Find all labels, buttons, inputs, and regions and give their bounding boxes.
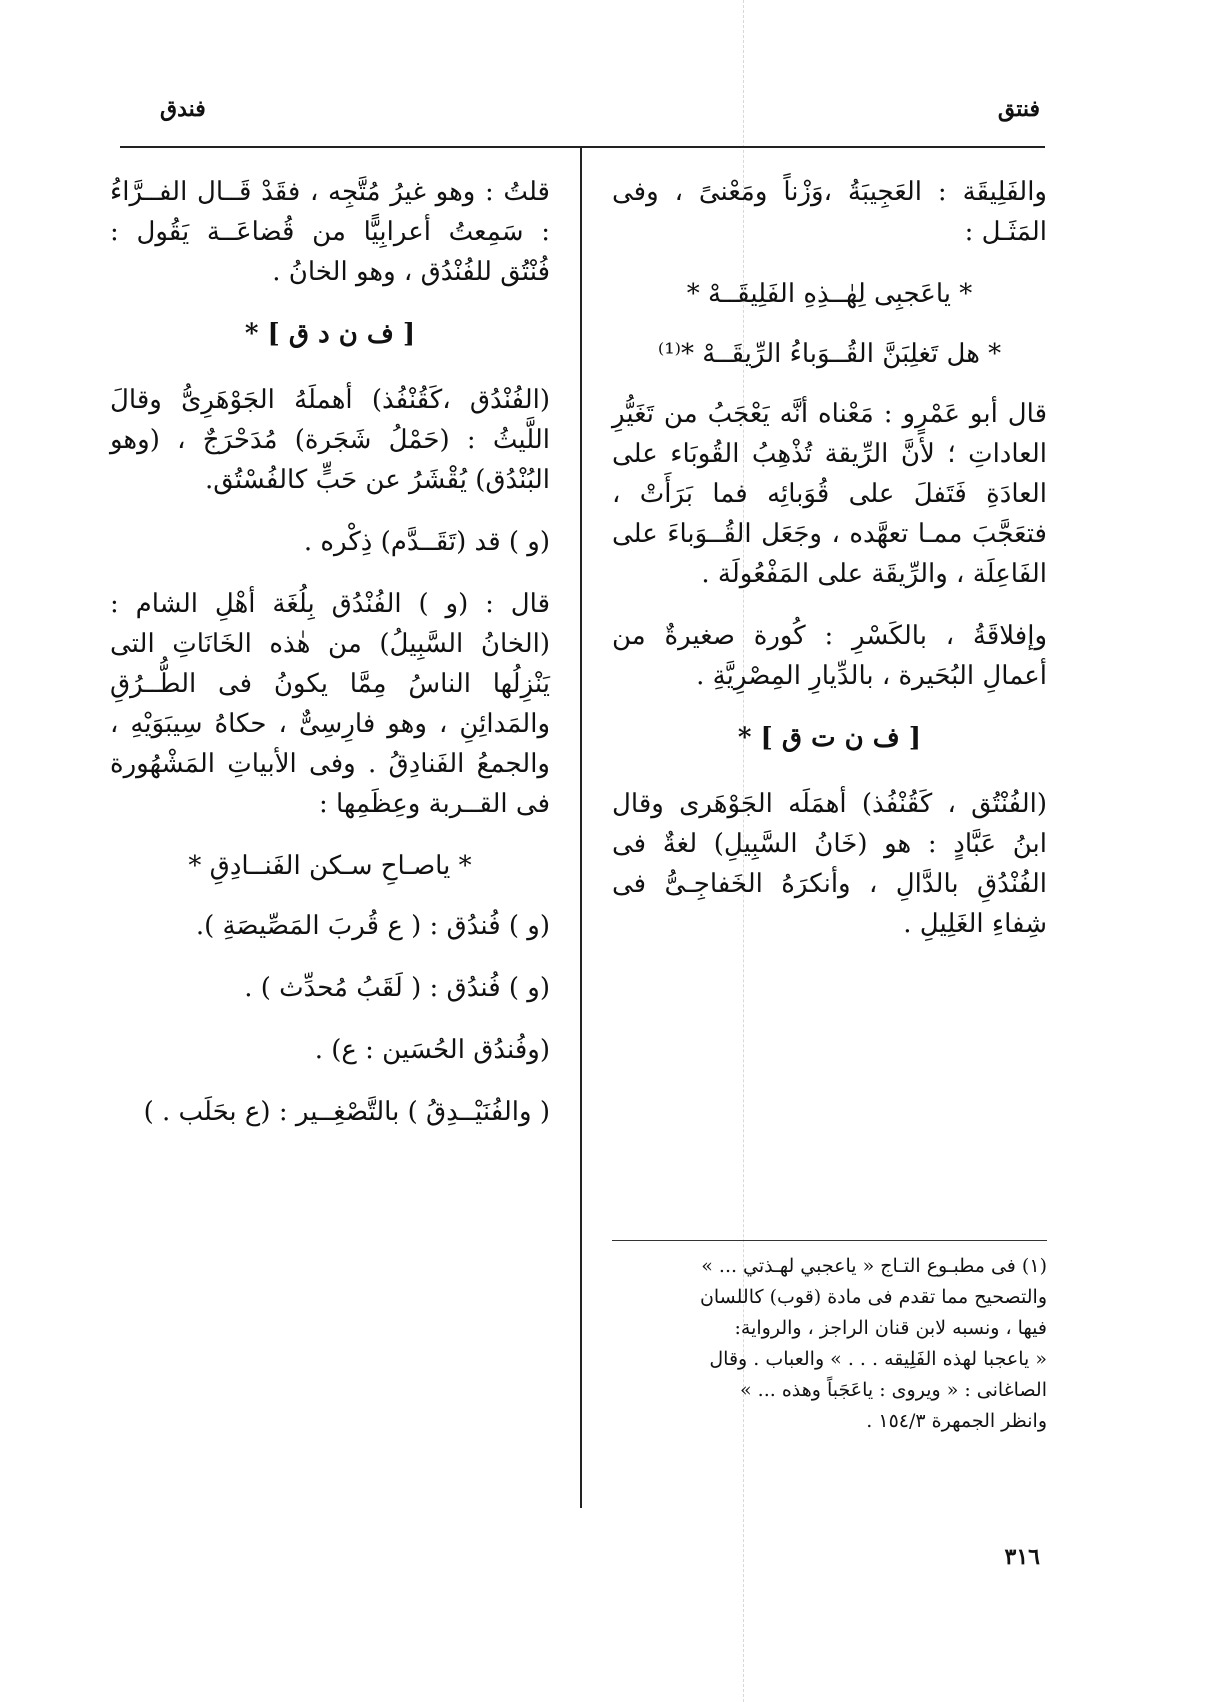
column-divider bbox=[580, 148, 582, 1508]
right-paragraph-3: وإفلاقَةُ ، بالكَسْرِ : كُورة صغيرةٌ من أعمالِ البُحَيرة ، بالدِّيارِ المِصْرِيَّةِ . bbox=[612, 621, 1047, 691]
footnote-line-6: وانظر الجمهرة ١٥٤/٣ . bbox=[866, 1410, 1047, 1432]
left-paragraph-6: (و ) فُندُق : ( لَقَبُ مُحدِّث ) . bbox=[244, 973, 550, 1003]
right-verse-2: * هل تَغلِبَنَّ القُــوَباءُ الرِّيقَــهْ *⁽¹⁾ bbox=[657, 339, 1002, 369]
right-column bbox=[612, 172, 1047, 966]
running-header-left: فندق bbox=[160, 96, 206, 122]
left-verse-1: * ياصـاحِ سـكن الفَنــادِقِ * bbox=[188, 851, 472, 881]
running-header-right: فنتق bbox=[997, 96, 1040, 122]
left-paragraph-1: قلتُ : وهو غيرُ مُتَّجِه ، فقَدْ قَــال الفــرَّاءُ : سَمِعتُ أعرابِيًّا من قُضاعَــة يَقُول : فُنْتُق للفُنْدُق ، وهو الخانُ . bbox=[110, 177, 550, 287]
entry-heading-fndq: [ ف ن د ق ] * bbox=[244, 319, 416, 349]
left-column bbox=[110, 172, 550, 1154]
left-paragraph-8: ( والفُنَيْــدِقُ ) بالتَّصْغِــير : (ع بحَلَب . ) bbox=[143, 1097, 550, 1127]
footnotes bbox=[612, 1240, 1047, 1437]
left-paragraph-5: (و ) فُندُق : ( ع قُربَ المَصِّيصَةِ ). bbox=[195, 911, 550, 941]
right-paragraph-1: والفَلِيقَة : العَجِيبَةُ ،وَزْناً ومَعْنىً ، وفى المَثَـل : bbox=[612, 177, 1047, 247]
header-rule bbox=[120, 146, 1045, 148]
left-paragraph-2: (الفُنْدُق ،كَقُنْفُذ) أهملَهُ الجَوْهَرِىُّ وقالَ اللَّيثُ : (حَمْلُ شَجَرة) مُدَحْرَجٌ ، (وهو البُنْدُق) يُقْشَرُ عن حَبٍّ كالفُسْتُق. bbox=[110, 385, 550, 495]
right-verse-1: * ياعَجبِى لِهٰــذِهِ الفَلِيقَــهْ * bbox=[686, 279, 973, 309]
footnote-line-4: « ياعجبا لهذه الفَلِيقه . . . » والعباب . وقال bbox=[709, 1348, 1047, 1370]
footnote-line-1: (١) فى مطبـوع التـاج « ياعجبي لهـذتي ... » bbox=[701, 1255, 1047, 1277]
footnote-line-3: فيها ، ونسبه لابن قنان الراجز ، والرواية: bbox=[734, 1317, 1047, 1339]
footnote-line-5: الصاغانى : « ويروى : ياعَجَباً وهذه ... » bbox=[740, 1379, 1047, 1401]
footnote-line-2: والتصحيح مما تقدم فى مادة (قوب) كاللسان bbox=[699, 1286, 1047, 1308]
footnote-rule bbox=[612, 1240, 1047, 1241]
right-paragraph-4: (الفُنْتُق ، كَقُنْفُذ) أهمَلَه الجَوْهَرى وقال ابنُ عَبَّادٍ : هو (خَانُ السَّبِيلِ) لغةٌ فى الفُنْدُقِ بالدَّالِ ، وأنكرَهُ الخَفاجِـىُّ فى شِفاءِ الغَلِيلِ . bbox=[612, 789, 1047, 939]
entry-heading-fntq: [ ف ن ت ق ] * bbox=[737, 723, 922, 753]
right-paragraph-2: قال أبو عَمْرٍو : مَعْناه أنَّه يَعْجَبُ من تَغَيُّرِ العاداتِ ؛ لأنَّ الرِّيقة تُذْهِبُ القُوبَاء على العادَةِ فَتَفلَ على قُوَبائِه فما بَرَأَتْ ، فتعَجَّبَ ممـا تعهَّده ، وجَعَل القُــوَباءَ على الفَاعِلَة ، والرِّيقَة على المَفْعُولَة . bbox=[612, 399, 1047, 589]
left-paragraph-7: (وفُندُق الحُسَين : ع) . bbox=[314, 1035, 550, 1065]
left-paragraph-3: (و ) قد (تَقَــدَّم) ذِكْره . bbox=[303, 527, 550, 557]
page-number: ٣١٦ bbox=[1004, 1544, 1040, 1570]
left-paragraph-4: قال : (و ) الفُنْدُق بِلُغَة أهْلِ الشام : (الخانُ السَّبِيلُ) من هٰذه الخَانَاتِ التى يَنْزِلُها الناسُ مِمَّا يكونُ فى الطُّــرُقِ والمَدائِنِ ، وهو فارِسِىٌّ ، حكاهُ سِيبَوَيْهِ ، والجمعُ الفَنادِقُ . وفى الأبياتِ المَشْهُورة فى القــربة وعِظَمِها : bbox=[110, 589, 550, 819]
